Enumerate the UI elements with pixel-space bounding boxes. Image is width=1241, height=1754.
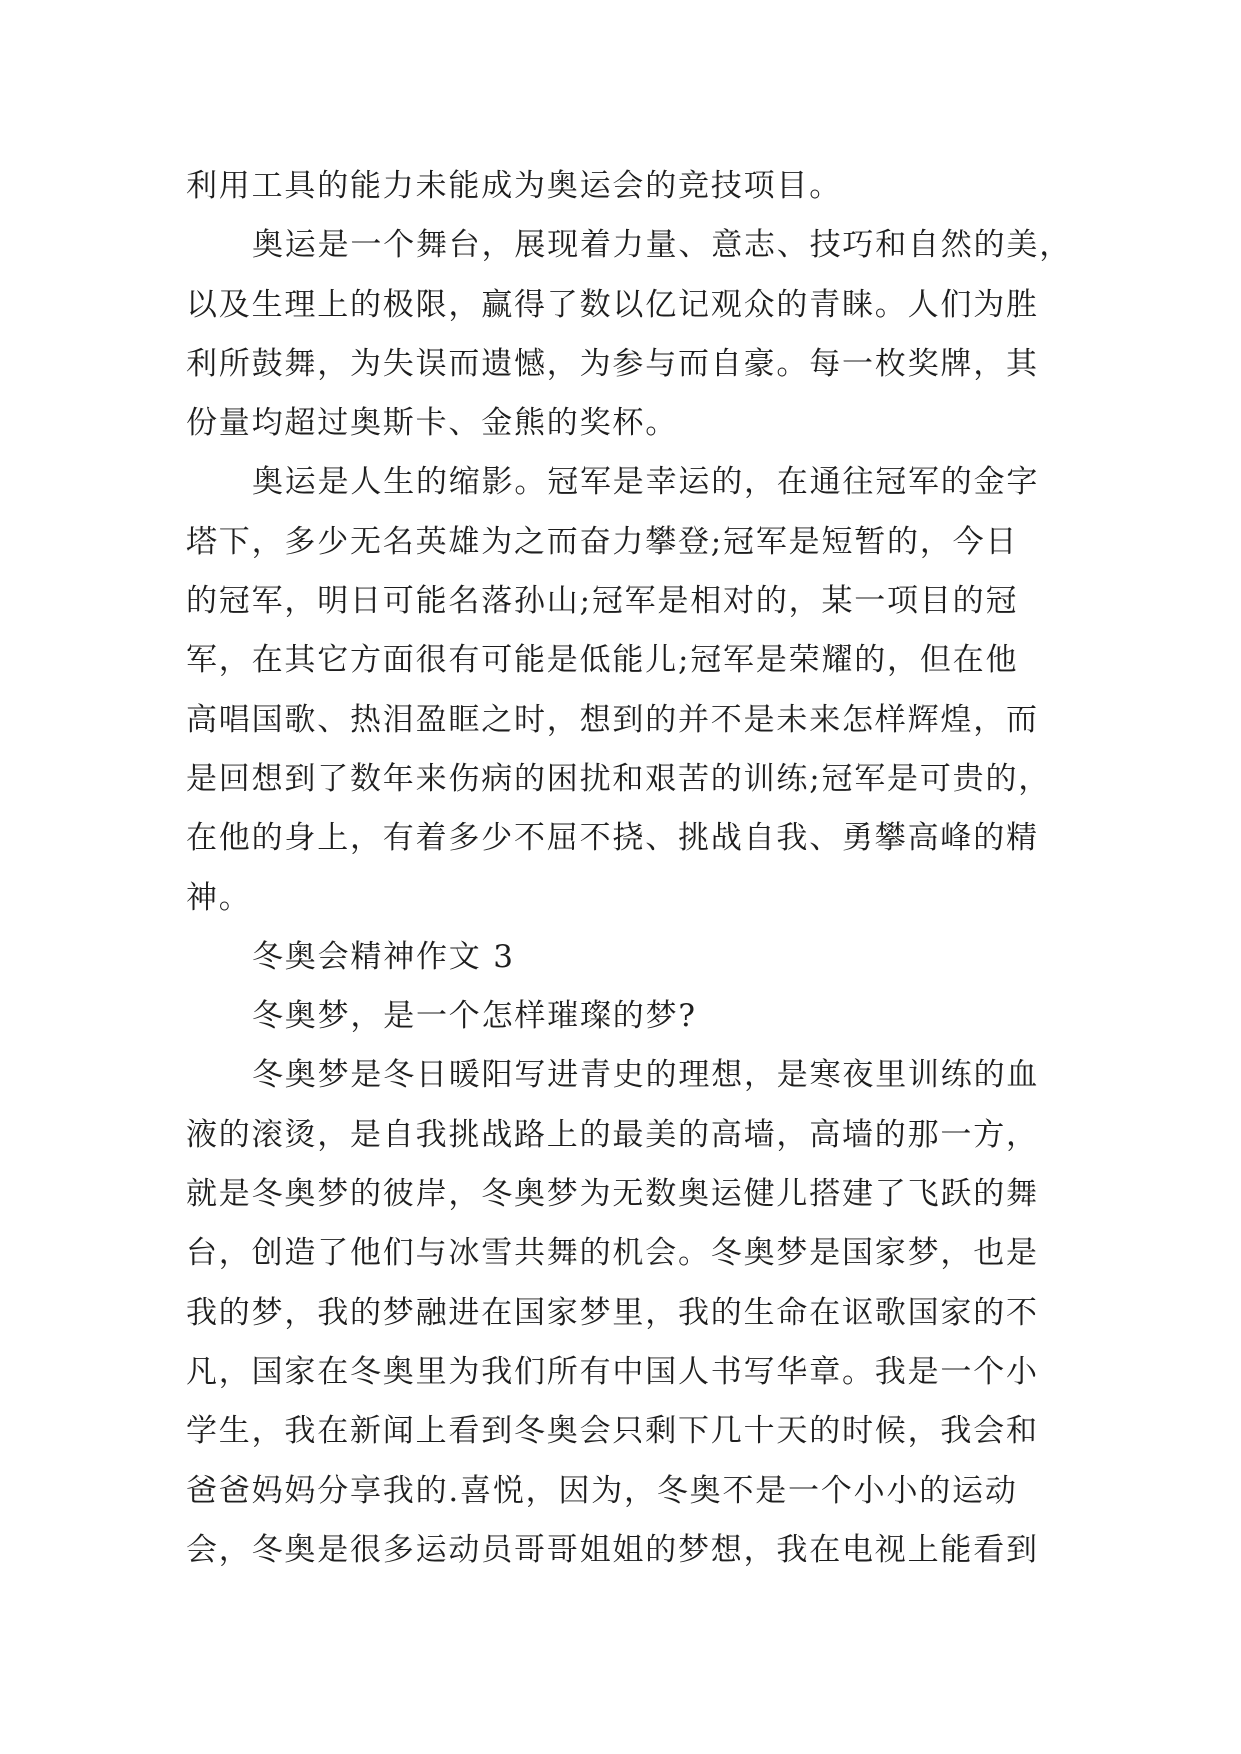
text-line: 爸爸妈妈分享我的.喜悦，因为，冬奥不是一个小小的运动 (186, 1472, 1018, 1509)
text-line: 份量均超过奥斯卡、金熊的奖杯。 (186, 405, 678, 442)
text-line: 学生，我在新闻上看到冬奥会只剩下几十天的时候，我会和 (186, 1413, 1039, 1450)
text-line: 奥运是一个舞台，展现着力量、意志、技巧和自然的美， (252, 227, 1072, 264)
text-line: 是回想到了数年来伤病的困扰和艰苦的训练;冠军是可贵的， (186, 760, 1052, 797)
text-line: 会，冬奥是很多运动员哥哥姐姐的梦想，我在电视上能看到 (186, 1531, 1039, 1568)
text-line: 冬奥梦，是一个怎样璀璨的梦? (252, 998, 697, 1035)
text-line: 在他的身上，有着多少不屈不挠、挑战自我、勇攀高峰的精 (186, 820, 1039, 857)
text-line: 液的滚烫，是自我挑战路上的最美的高墙，高墙的那一方， (186, 1116, 1039, 1153)
text-line: 军，在其它方面很有可能是低能儿;冠军是荣耀的，但在他 (186, 642, 1019, 679)
text-line: 利用工具的能力未能成为奥运会的竞技项目。 (186, 168, 842, 204)
body-text (186, 157, 1072, 1580)
text-line: 冬奥梦是冬日暖阳写进青史的理想，是寒夜里训练的血 (252, 1057, 1040, 1094)
text-line: 高唱国歌、热泪盈眶之时，想到的并不是未来怎样辉煌，而 (186, 701, 1039, 738)
text-line: 就是冬奥梦的彼岸，冬奥梦为无数奥运健儿搭建了飞跃的舞 (186, 1176, 1039, 1213)
text-line: 利所鼓舞，为失误而遗憾，为参与而自豪。每一枚奖牌，其 (186, 345, 1039, 382)
text-line: 奥运是人生的缩影。冠军是幸运的，在通往冠军的金字 (252, 464, 1040, 501)
text-line: 以及生理上的极限，赢得了数以亿记观众的青睐。人们为胜 (186, 286, 1039, 323)
text-line: 塔下，多少无名英雄为之而奋力攀登;冠军是短暂的，今日 (186, 523, 1019, 560)
text-line: 凡，国家在冬奥里为我们所有中国人书写华章。我是一个小 (186, 1353, 1039, 1390)
section-heading: 冬奥会精神作文 3 (252, 938, 515, 975)
text-line: 我的梦，我的梦融进在国家梦里，我的生命在讴歌国家的不 (186, 1294, 1039, 1331)
text-line: 的冠军，明日可能名落孙山;冠军是相对的，某一项目的冠 (186, 583, 1019, 620)
text-line: 台，创造了他们与冰雪共舞的机会。冬奥梦是国家梦，也是 (186, 1235, 1039, 1272)
text-line: 神。 (186, 879, 252, 916)
